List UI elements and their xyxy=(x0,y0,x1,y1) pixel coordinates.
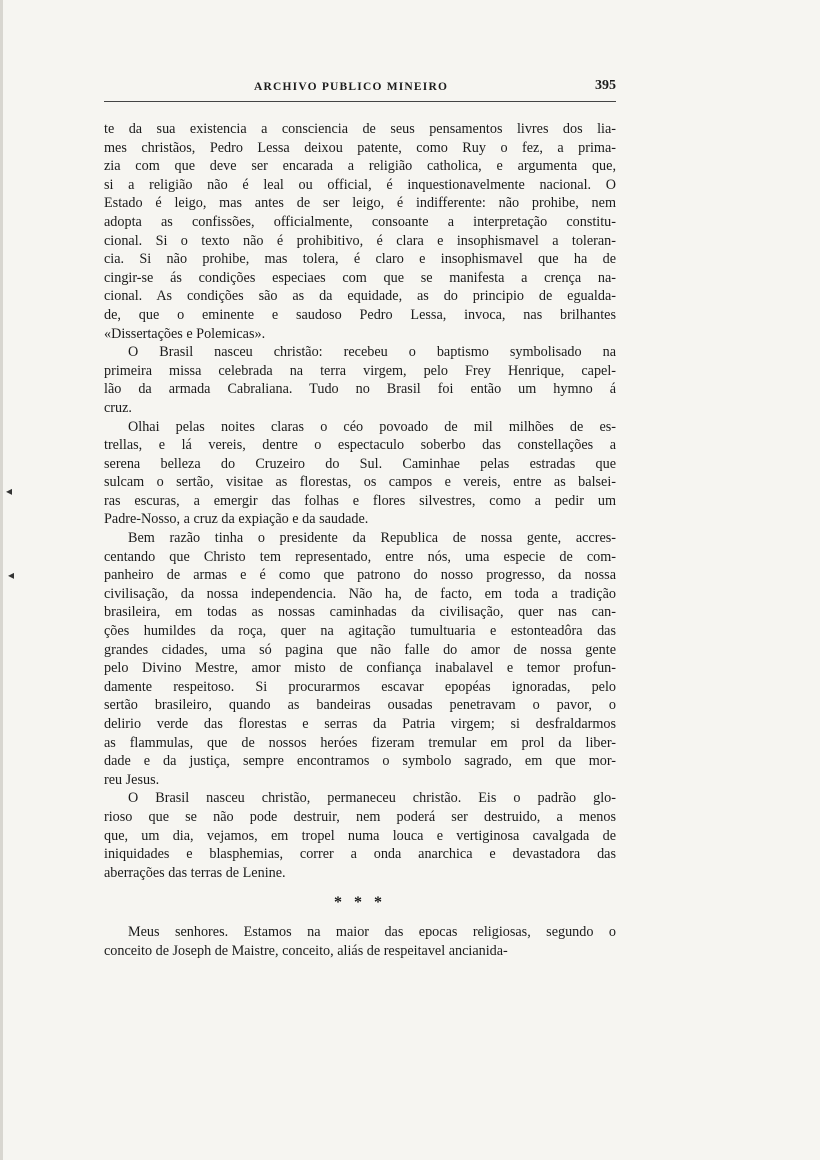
paragraph xyxy=(104,343,616,417)
text-line: cruz. xyxy=(104,399,132,416)
text-line: cional. Si o texto não é prohibitivo, é clara e insophismavel a toleran- xyxy=(104,232,616,249)
text-line: as flammulas, que de nossos heróes fizeram tremular em prol da liber- xyxy=(104,734,616,751)
text-line: si a religião não é leal ou official, é inquestionavelmente nacional. O xyxy=(104,176,616,193)
body-text xyxy=(104,120,616,960)
paragraph xyxy=(104,418,616,530)
text-line: sertão brasileiro, quando as bandeiras ousadas penetravam o pavor, o xyxy=(104,697,616,714)
text-line: de, que o eminente e saudoso Pedro Lessa, invoca, nas brilhantes xyxy=(104,306,616,323)
text-line: conceito de Joseph de Maistre, conceito, aliás de respeitavel ancianida- xyxy=(104,942,508,959)
text-line: adopta as confissões, officialmente, consoante a interpretação constitu- xyxy=(104,213,616,230)
text-line: Olhai pelas noites claras o céo povoado de mil milhões de es- xyxy=(128,418,616,435)
paragraph xyxy=(104,529,616,789)
text-line: aberrações das terras de Lenine. xyxy=(104,864,286,881)
paragraph xyxy=(104,923,616,960)
text-line: rioso que se não pode destruir, nem poderá ser destruido, a menos xyxy=(104,808,616,825)
text-line: lão da armada Cabraliana. Tudo no Brasil foi então um hymno á xyxy=(104,381,616,398)
text-line: reu Jesus. xyxy=(104,771,160,788)
margin-mark: ◂ xyxy=(6,484,13,498)
paragraph xyxy=(104,789,616,882)
text-line: grandes cidades, uma só pagina que não falle do amor de nossa gente xyxy=(104,641,616,658)
text-line: cia. Si não prohibe, mas tolera, é claro e insophismavel que ha de xyxy=(104,251,616,268)
text-line: ções humildes da roça, quer na agitação tumultuaria e estonteadôra das xyxy=(104,623,616,640)
text-line: damente respeitoso. Si procurarmos escavar epopéas ignoradas, pelo xyxy=(104,678,616,695)
running-title: ARCHIVO PUBLICO MINEIRO xyxy=(254,81,449,93)
text-line: que, um dia, vejamos, em tropel numa louca e vertiginosa cavalgada de xyxy=(104,827,616,844)
text-line: Bem razão tinha o presidente da Republica de nossa gente, accres- xyxy=(128,530,616,547)
page-header xyxy=(104,80,616,102)
text-line: centando que Christo tem representado, entre nós, uma especie de com- xyxy=(104,548,616,565)
text-line: ras escuras, a emergir das folhas e flores silvestres, como a pedir um xyxy=(104,492,616,509)
text-line: panheiro de armas e é como que patrono do nosso progresso, da nossa xyxy=(104,567,616,584)
paragraph xyxy=(104,120,616,343)
text-line: pelo Divino Mestre, amor misto de confiança inabalavel e temor profun- xyxy=(104,660,616,677)
text-line: Estado é leigo, mas antes de ser leigo, é indifferente: não prohibe, nem xyxy=(104,195,616,212)
margin-mark: ◂ xyxy=(8,568,15,582)
text-line: O Brasil nasceu christão: recebeu o baptismo symbolisado na xyxy=(128,344,616,361)
text-line: cingir-se ás condições especiaes com que se manifesta a crença na- xyxy=(104,269,616,286)
text-line: iniquidades e blasphemias, correr a onda anarchica e devastadora das xyxy=(104,846,616,863)
section-separator: * * * xyxy=(334,894,386,912)
text-line: trellas, e lá vereis, dentre o espectaculo soberbo das constellações a xyxy=(104,437,616,454)
text-line: te da sua existencia a consciencia de seus pensamentos livres dos lia- xyxy=(104,121,616,137)
text-line: O Brasil nasceu christão, permaneceu christão. Eis o padrão glo- xyxy=(128,790,616,807)
header-rule xyxy=(104,101,616,102)
text-line: «Dissertações e Polemicas». xyxy=(104,325,266,342)
text-line: sulcam o sertão, visitae as florestas, os campos e vereis, entre as balsei- xyxy=(104,474,616,491)
text-line: serena belleza do Cruzeiro do Sul. Caminhae pelas estradas que xyxy=(104,455,616,472)
text-line: Padre-Nosso, a cruz da expiação e da saudade. xyxy=(104,511,369,528)
text-line: dade e da justiça, sempre encontramos o symbolo sagrado, em que mor- xyxy=(104,753,616,770)
text-line: civilisação, da nossa independencia. Não ha, de facto, em toda a tradição xyxy=(104,585,616,602)
text-line: zia com que deve ser encarada a religião catholica, e argumenta que, xyxy=(104,158,616,175)
page-number: 395 xyxy=(595,78,616,93)
text-line: cional. As condições são as da equidade, as do principio de egualda- xyxy=(104,288,616,305)
text-line: mes christãos, Pedro Lessa deixou patente, como Ruy o fez, a prima- xyxy=(104,139,616,156)
text-line: Meus senhores. Estamos na maior das epocas religiosas, segundo o xyxy=(128,923,616,940)
text-line: delirio verde das florestas e serras da Patria virgem; si desfraldarmos xyxy=(104,716,616,732)
text-line: brasileira, em todas as nossas caminhadas da civilisação, quer nas can- xyxy=(104,604,616,621)
page-edge xyxy=(0,0,3,1160)
text-line: primeira missa celebrada na terra virgem, pelo Frey Henrique, capel- xyxy=(104,362,616,379)
